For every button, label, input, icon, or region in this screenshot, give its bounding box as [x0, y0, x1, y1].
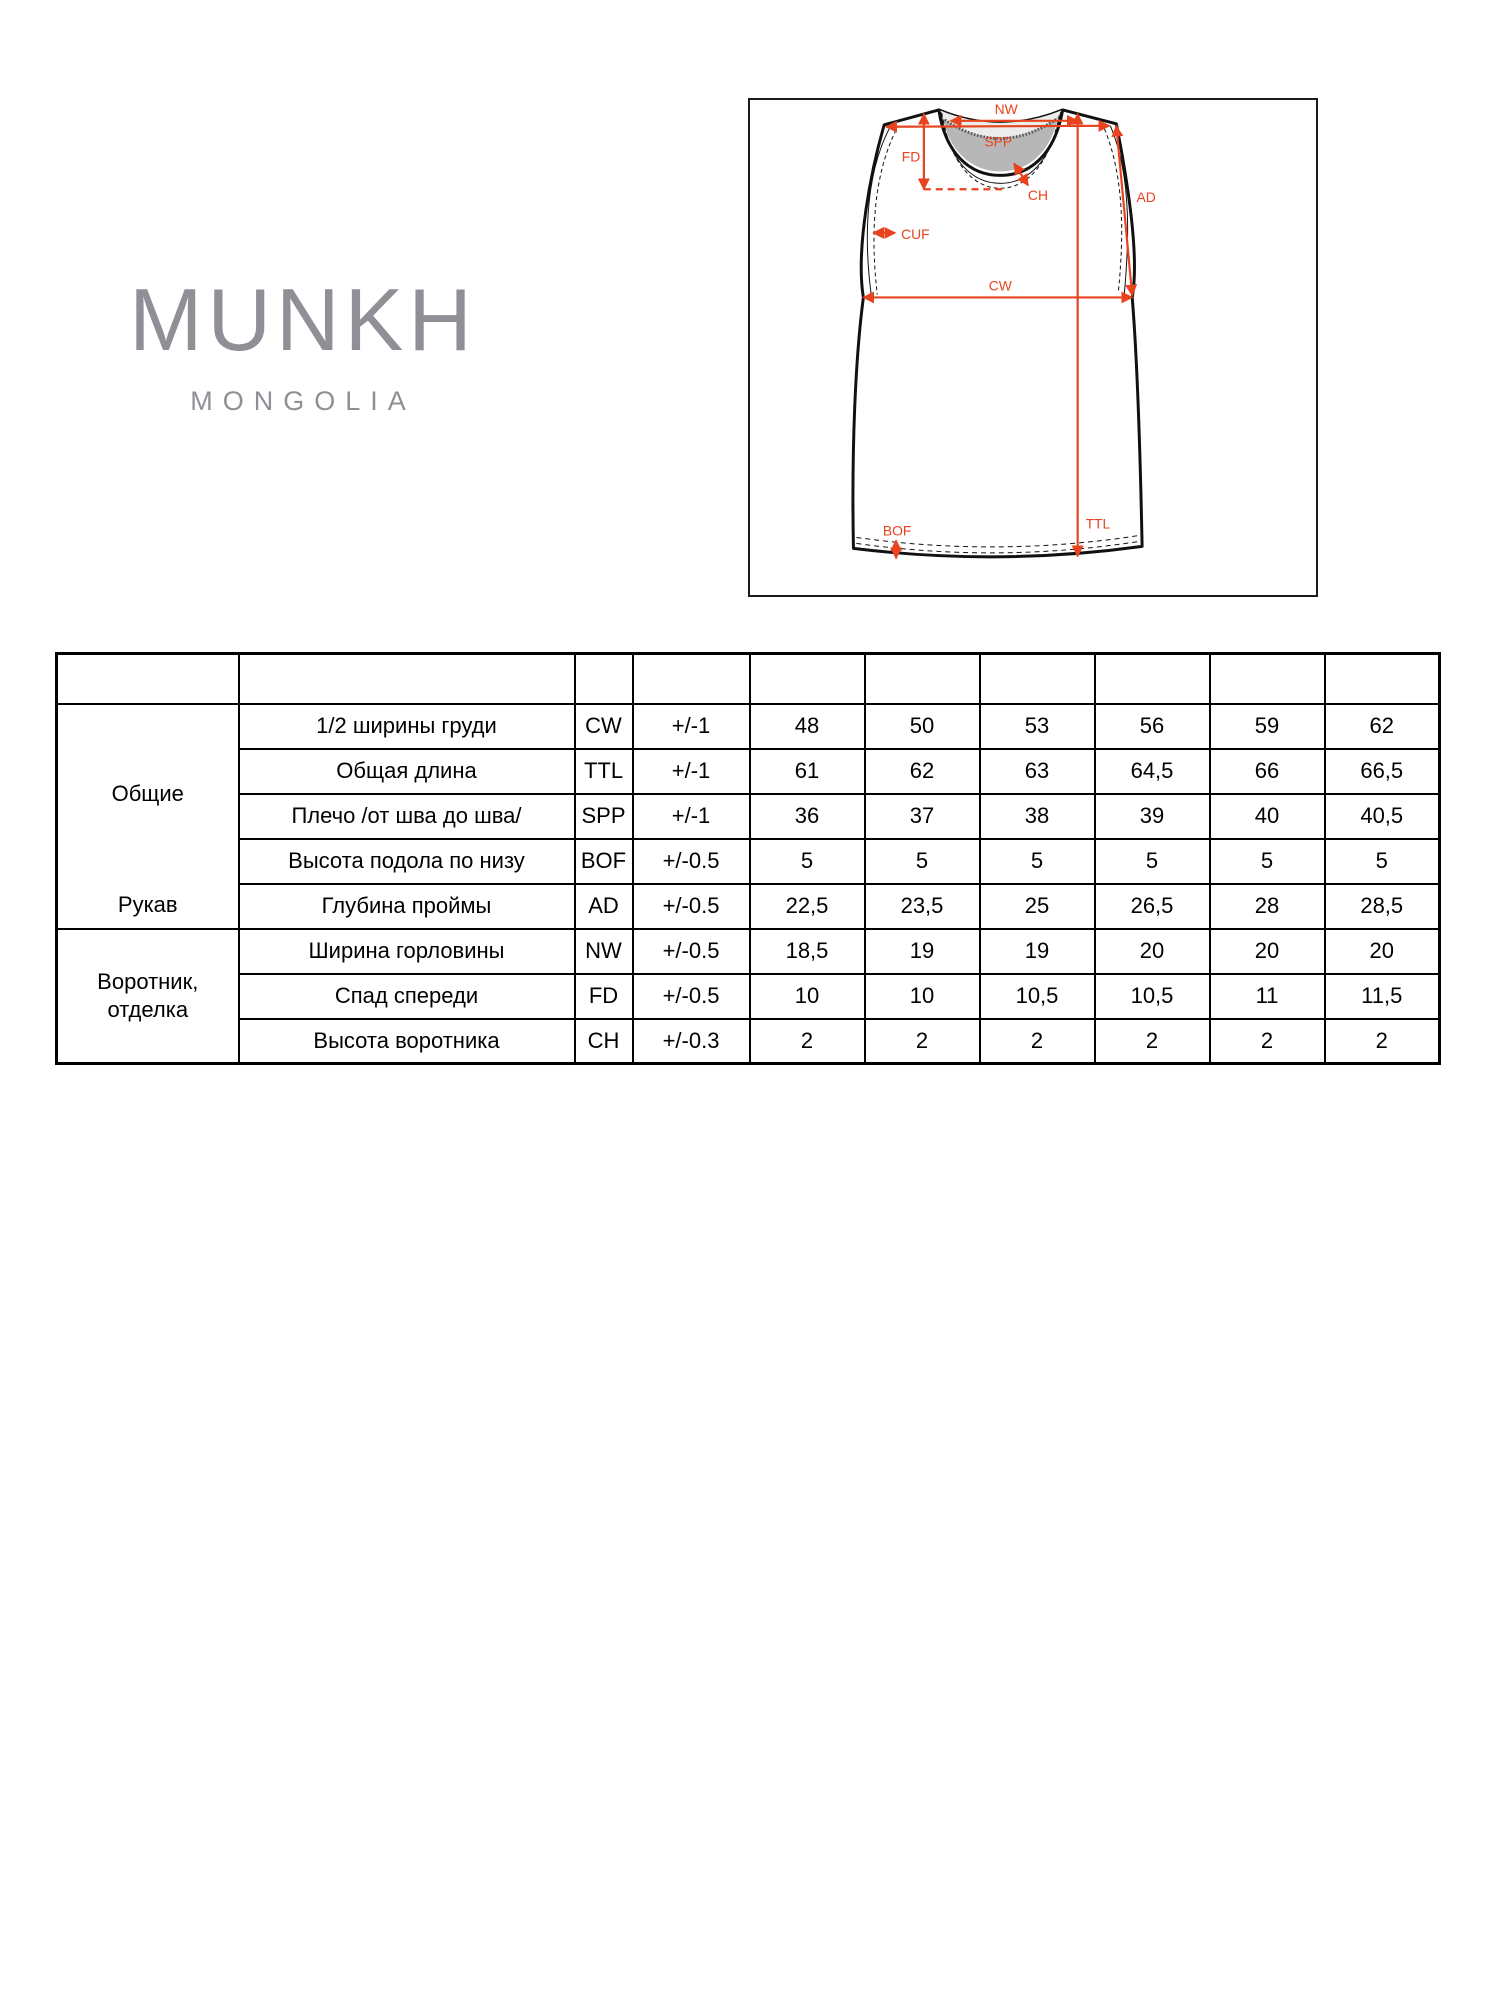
size-value-cell: 10	[750, 974, 865, 1019]
size-value-cell: 66,5	[1325, 749, 1440, 794]
size-value-cell: 20	[1210, 929, 1325, 974]
measure-label-cell: Спад спереди	[239, 974, 575, 1019]
size-value-cell: 39	[1095, 794, 1210, 839]
size-value-cell: 19	[865, 929, 980, 974]
size-value-cell: 61	[750, 749, 865, 794]
table-row	[57, 704, 1440, 749]
tolerance-cell: +/-0.5	[633, 929, 750, 974]
size-value-cell: 20	[1095, 929, 1210, 974]
measure-label-cell: Высота воротника	[239, 1019, 575, 1064]
size-value-cell: 10	[865, 974, 980, 1019]
tolerance-cell: +/-1	[633, 749, 750, 794]
size-value-cell: 5	[1325, 839, 1440, 884]
size-value-cell: 48	[750, 704, 865, 749]
size-value-cell: 64,5	[1095, 749, 1210, 794]
nw-measure-label: NW	[994, 100, 1018, 117]
table-header-row	[57, 654, 1440, 704]
table-row	[57, 839, 1440, 884]
size-spec-table	[55, 652, 1441, 1065]
fd-measure-label: FD	[901, 148, 921, 165]
header-size-4xl: 4XL	[1325, 654, 1440, 704]
size-value-cell: 19	[980, 929, 1095, 974]
size-value-cell: 2	[865, 1019, 980, 1064]
size-value-cell: 56	[1095, 704, 1210, 749]
header-size-m: M	[750, 654, 865, 704]
size-value-cell: 36	[750, 794, 865, 839]
cw-measure-label: CW	[988, 277, 1012, 294]
table-row	[57, 749, 1440, 794]
size-spec-section	[55, 652, 1441, 1065]
size-value-cell: 59	[1210, 704, 1325, 749]
size-value-cell: 2	[1095, 1019, 1210, 1064]
size-value-cell: 28,5	[1325, 884, 1440, 929]
tolerance-cell: +/-0.3	[633, 1019, 750, 1064]
abb-cell: NW	[575, 929, 633, 974]
size-value-cell: 40,5	[1325, 794, 1440, 839]
brand-subtitle: MONGOLIA	[190, 386, 416, 416]
size-value-cell: 5	[750, 839, 865, 884]
size-value-cell: 5	[1095, 839, 1210, 884]
abb-cell: AD	[575, 884, 633, 929]
tolerance-cell: +/-0.5	[633, 974, 750, 1019]
size-value-cell: 23,5	[865, 884, 980, 929]
header-abb: Abb	[575, 654, 633, 704]
brand-name: MUNKH	[129, 270, 477, 369]
abb-cell: TTL	[575, 749, 633, 794]
abb-cell: FD	[575, 974, 633, 1019]
tank-top-diagram	[750, 100, 1316, 595]
abb-cell: BOF	[575, 839, 633, 884]
size-value-cell: 40	[1210, 794, 1325, 839]
group-label-general: Общие	[111, 780, 184, 806]
header-size-l: L	[865, 654, 980, 704]
size-value-cell: 5	[865, 839, 980, 884]
size-value-cell: 2	[980, 1019, 1095, 1064]
header-size-xl: XL	[980, 654, 1095, 704]
size-value-cell: 62	[1325, 704, 1440, 749]
spp-arrow	[886, 126, 1109, 127]
tolerance-cell: +/-0.5	[633, 884, 750, 929]
size-value-cell: 5	[1210, 839, 1325, 884]
spp-measure-label: SPP	[984, 133, 1013, 150]
table-row	[57, 974, 1440, 1019]
measure-label-cell: Высота подола по низу	[239, 839, 575, 884]
header-spacer	[239, 654, 575, 704]
size-value-cell: 11,5	[1325, 974, 1440, 1019]
size-value-cell: 20	[1325, 929, 1440, 974]
ch-measure-label: CH	[1027, 187, 1048, 204]
size-value-cell: 53	[980, 704, 1095, 749]
group-cell-collar	[57, 929, 239, 1064]
group-labels-wrap	[58, 705, 238, 928]
size-value-cell: 10,5	[1095, 974, 1210, 1019]
size-value-cell: 26,5	[1095, 884, 1210, 929]
size-value-cell: 38	[980, 794, 1095, 839]
table-row	[57, 884, 1440, 929]
header-measurements: Измерения	[57, 654, 239, 704]
measure-label-cell: 1/2 ширины груди	[239, 704, 575, 749]
group-label-collar-line2: отделка	[107, 996, 189, 1022]
size-value-cell: 2	[750, 1019, 865, 1064]
cuf-measure-label: CUF	[901, 225, 930, 242]
size-value-cell: 10,5	[980, 974, 1095, 1019]
size-value-cell: 63	[980, 749, 1095, 794]
header-tolerance: Tolerance	[633, 654, 750, 704]
abb-cell: SPP	[575, 794, 633, 839]
group-label-collar-line1: Воротник,	[97, 969, 199, 995]
size-value-cell: 5	[980, 839, 1095, 884]
table-row	[57, 1019, 1440, 1064]
size-value-cell: 11	[1210, 974, 1325, 1019]
size-value-cell: 2	[1325, 1019, 1440, 1064]
ttl-measure-label: TTL	[1085, 515, 1111, 532]
abb-cell: CW	[575, 704, 633, 749]
group-label-sleeve: Рукав	[117, 892, 178, 918]
measure-label-cell: Ширина горловины	[239, 929, 575, 974]
garment-diagram-panel	[748, 98, 1318, 597]
tank-top-outline	[853, 110, 1142, 557]
header-size-3xl: 3XL	[1210, 654, 1325, 704]
size-value-cell: 28	[1210, 884, 1325, 929]
size-value-cell: 18,5	[750, 929, 865, 974]
tolerance-cell: +/-1	[633, 704, 750, 749]
size-value-cell: 22,5	[750, 884, 865, 929]
bof-measure-label: BOF	[882, 522, 912, 539]
ad-measure-label: AD	[1136, 189, 1156, 206]
table-row	[57, 929, 1440, 974]
measure-label-cell: Плечо /от шва до шва/	[239, 794, 575, 839]
brand-logo	[118, 270, 488, 417]
header-size-2xl: 2XL	[1095, 654, 1210, 704]
size-value-cell: 25	[980, 884, 1095, 929]
tolerance-cell: +/-0.5	[633, 839, 750, 884]
tolerance-cell: +/-1	[633, 794, 750, 839]
size-value-cell: 37	[865, 794, 980, 839]
abb-cell: CH	[575, 1019, 633, 1064]
size-value-cell: 50	[865, 704, 980, 749]
group-cell-general-sleeve	[57, 704, 239, 929]
measure-label-cell: Общая длина	[239, 749, 575, 794]
size-value-cell: 62	[865, 749, 980, 794]
measure-label-cell: Глубина проймы	[239, 884, 575, 929]
table-row	[57, 794, 1440, 839]
size-value-cell: 66	[1210, 749, 1325, 794]
size-value-cell: 2	[1210, 1019, 1325, 1064]
